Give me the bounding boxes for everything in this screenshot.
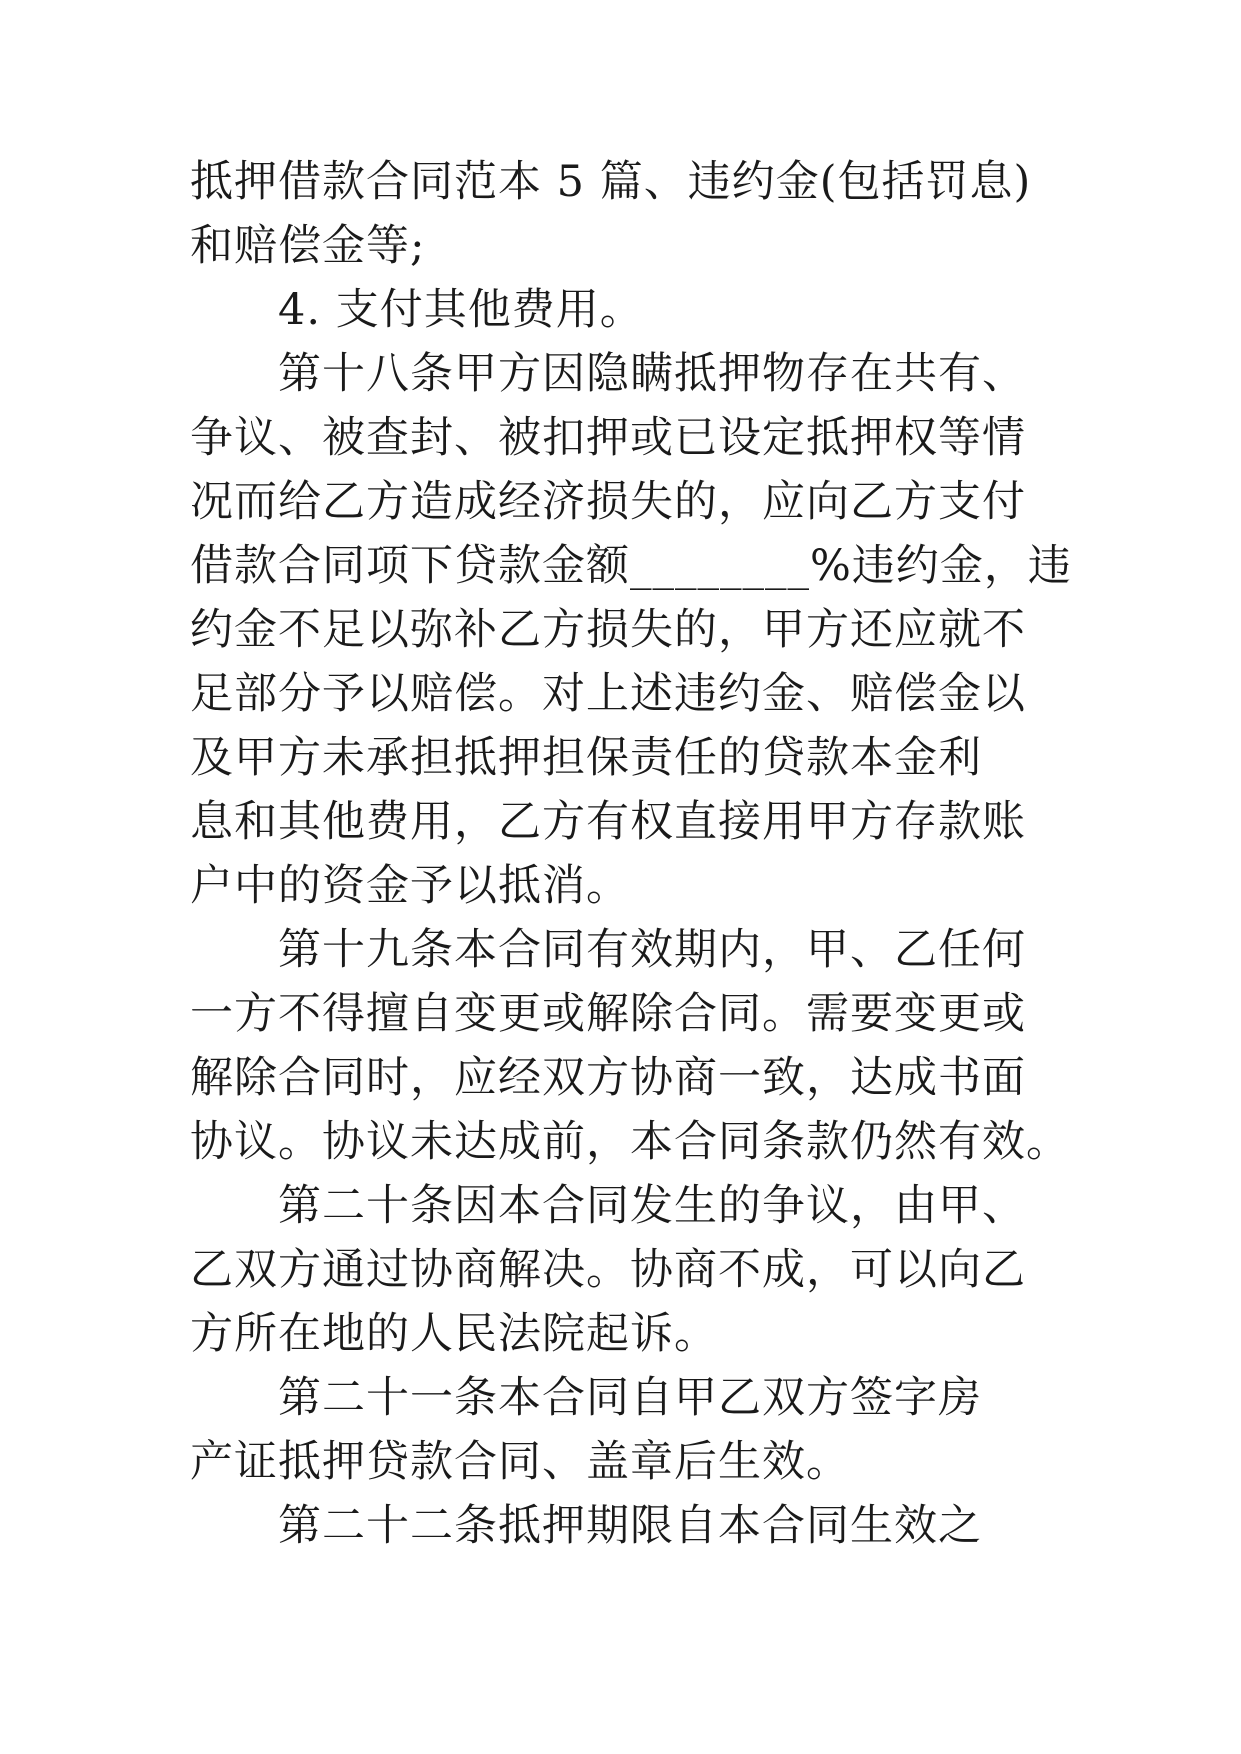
text-line: 产证抵押贷款合同、盖章后生效。 <box>190 1437 850 1487</box>
text-line: 乙双方通过协商解决。协商不成，可以向乙 <box>190 1245 1026 1295</box>
text-line: 息和其他费用，乙方有权直接用甲方存款账 <box>190 797 1026 847</box>
text-line: 第二十条因本合同发生的争议，由甲、 <box>278 1181 1026 1231</box>
text-line: 及甲方未承担抵押担保责任的贷款本金利 <box>190 733 982 783</box>
document-body <box>190 150 1090 1558</box>
text-line: 况而给乙方造成经济损失的，应向乙方支付 <box>190 477 1026 527</box>
text-line: 第十八条甲方因隐瞒抵押物存在共有、 <box>278 349 1026 399</box>
text-line: 抵押借款合同范本 5 篇、违约金(包括罚息) <box>190 157 1032 207</box>
text-line: 第二十一条本合同自甲乙双方签字房 <box>278 1373 982 1423</box>
text-line: 和赔偿金等; <box>190 221 426 271</box>
text-line: 户中的资金予以抵消。 <box>190 861 630 911</box>
text-line: 4. 支付其他费用。 <box>278 285 644 335</box>
text-line: 争议、被查封、被扣押或已设定抵押权等情 <box>190 413 1026 463</box>
text-line: 第十九条本合同有效期内，甲、乙任何 <box>278 925 1026 975</box>
text-line: 足部分予以赔偿。对上述违约金、赔偿金以 <box>190 669 1026 719</box>
text-line: 解除合同时，应经双方协商一致，达成书面 <box>190 1053 1026 1103</box>
text-line: 一方不得擅自变更或解除合同。需要变更或 <box>190 989 1026 1039</box>
text-line: 第二十二条抵押期限自本合同生效之 <box>278 1501 982 1551</box>
text-line: 协议。协议未达成前，本合同条款仍然有效。 <box>190 1117 1070 1167</box>
text-line: 约金不足以弥补乙方损失的，甲方还应就不 <box>190 605 1026 655</box>
text-line: 方所在地的人民法院起诉。 <box>190 1309 718 1359</box>
text-line: 借款合同项下贷款金额________%违约金，违 <box>190 541 1072 591</box>
